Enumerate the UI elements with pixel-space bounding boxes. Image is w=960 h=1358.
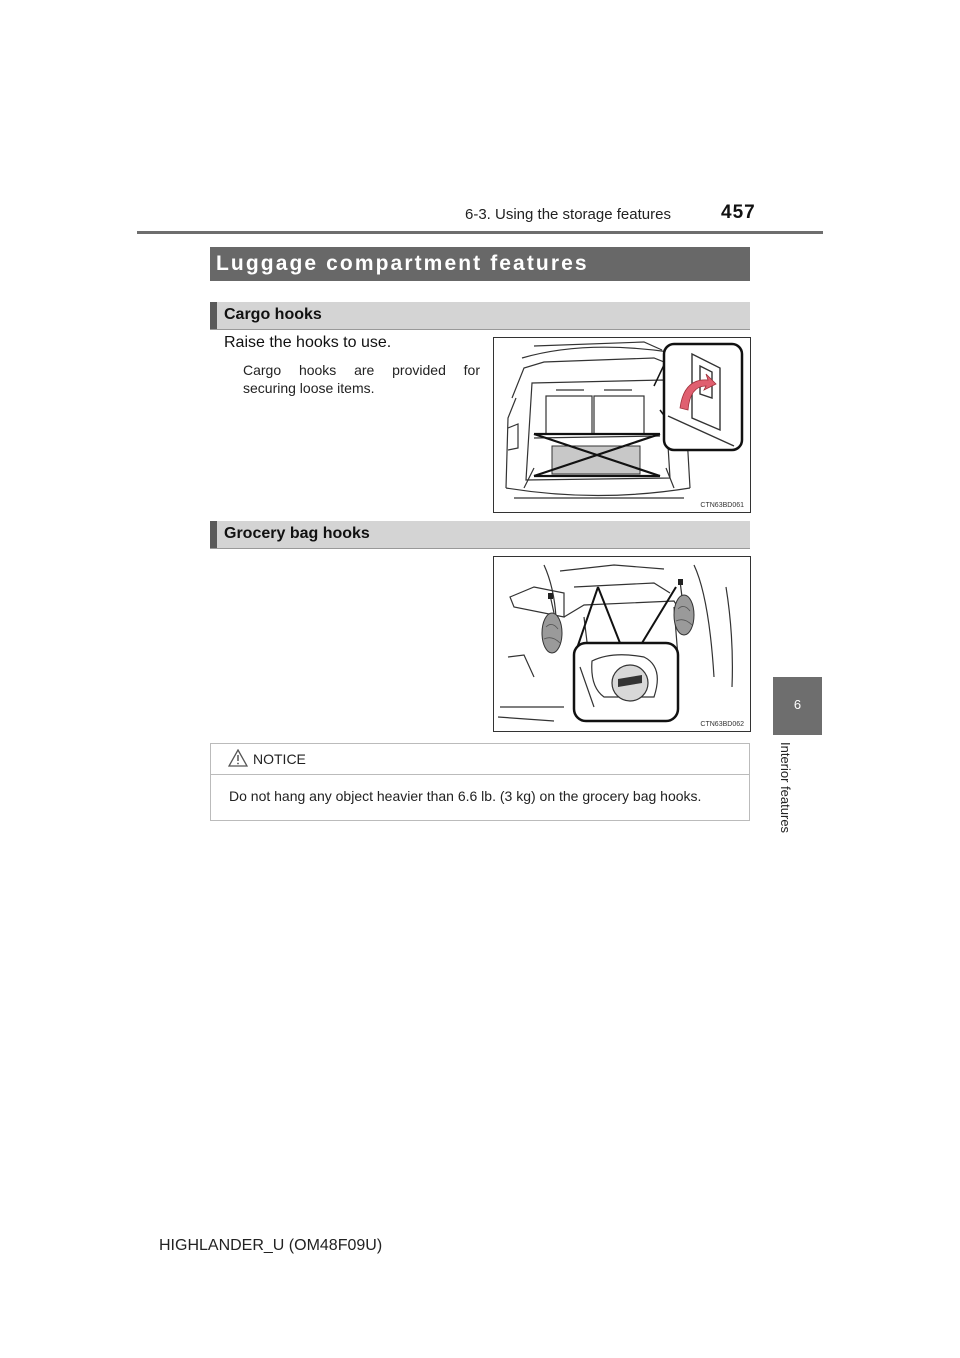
cargo-hooks-heading: Cargo hooks <box>224 306 322 323</box>
heading-accent <box>210 302 217 329</box>
chapter-label: Interior features <box>778 742 793 834</box>
heading-underline <box>210 548 750 549</box>
grocery-bag-right <box>674 581 694 635</box>
grocery-hooks-figure <box>493 556 751 732</box>
warning-triangle-icon <box>228 749 248 767</box>
chapter-number: 6 <box>793 697 802 712</box>
grocery-bag-left <box>542 595 562 653</box>
cargo-hooks-instruction: Raise the hooks to use. <box>224 334 392 351</box>
notice-box <box>210 743 750 821</box>
chapter-tab <box>773 677 822 735</box>
notice-text: Do not hang any object heavier than 6.6 lb. (3 kg) on the grocery bag hooks. <box>229 788 702 804</box>
notice-divider <box>211 774 749 775</box>
figure-code: CTN63BD062 <box>700 721 744 728</box>
section-title-bar <box>210 247 750 281</box>
footer-model: HIGHLANDER_U (OM48F09U) <box>159 1237 383 1254</box>
cargo-hooks-description: Cargo hooks are provided for securing loose items. <box>243 362 480 396</box>
grocery-hooks-illustration <box>494 557 750 731</box>
header-section-title: 6-3. Using the storage features <box>465 206 671 223</box>
section-title: Luggage compartment features <box>216 252 589 275</box>
notice-title: NOTICE <box>253 751 306 767</box>
cargo-hooks-heading-bar <box>210 302 750 329</box>
cargo-hooks-illustration <box>494 338 750 512</box>
cargo-hooks-figure <box>493 337 751 513</box>
header-divider <box>137 231 823 234</box>
heading-underline <box>210 329 750 330</box>
grocery-hooks-heading-bar <box>210 521 750 548</box>
page-number: 457 <box>721 202 756 223</box>
grocery-hooks-heading: Grocery bag hooks <box>224 525 370 542</box>
figure-code: CTN63BD061 <box>700 502 744 509</box>
heading-accent <box>210 521 217 548</box>
